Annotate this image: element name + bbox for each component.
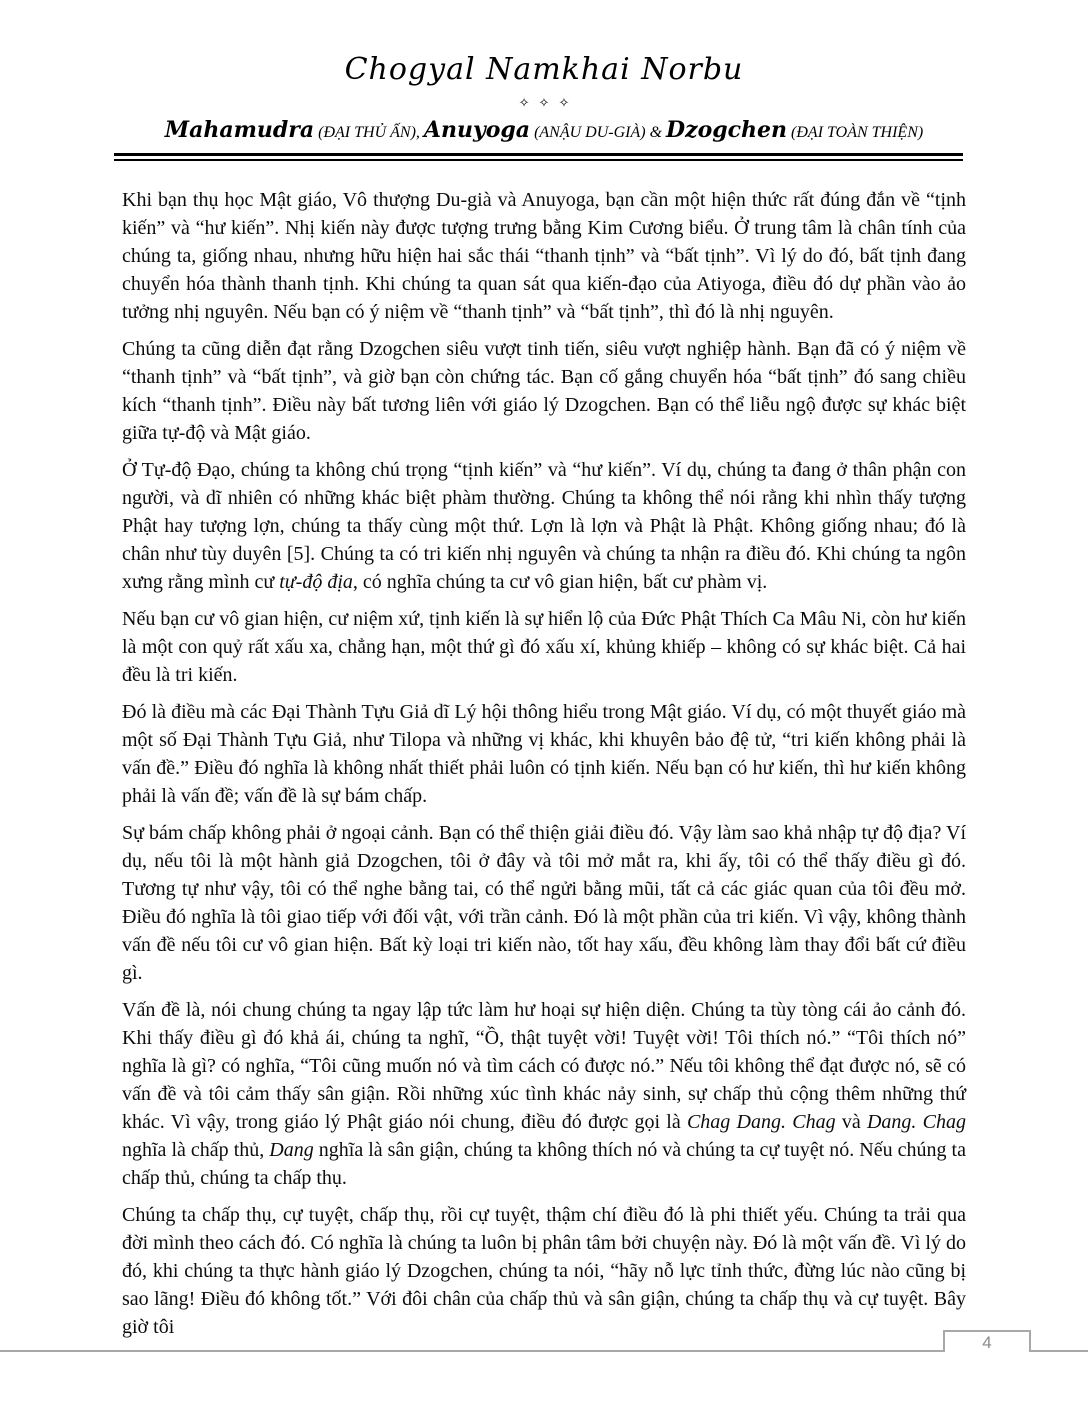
page-number: 4 bbox=[982, 1332, 992, 1352]
text-run: Chúng ta chấp thụ, cự tuyệt, chấp thụ, rồi cự tuyệt, thậm chí điều đó là phi thiết yếu. Chúng ta trải qua đời mình theo cách đó. Có nghĩa là chúng ta luôn bị phân tâm bởi chuyện này. Đó là một vấn đề. Vì lý do đó, khi chúng ta thực hành giáo lý Dzogchen, chúng ta nói, “hãy nỗ lực tỉnh thức, đừng lúc nào cũng bị sao lãng! Điều đó không tốt.” Với đôi chân của chấp thủ và sân giận, chúng ta chấp thụ và cự tuyệt. Bây giờ tôi bbox=[122, 1204, 966, 1338]
text-run: nghĩa là sân giận, chúng ta không thích nó và chúng ta cự tuyệt nó. Nếu chúng ta chấp thủ, chúng ta chấp thụ. bbox=[122, 1139, 966, 1189]
book-subtitle bbox=[122, 117, 966, 143]
footer-rule bbox=[0, 1350, 1088, 1352]
text-run: Chúng ta cũng diễn đạt rằng Dzogchen siêu vượt tinh tiến, siêu vượt nghiệp hành. Bạn đã có ý niệm về “thanh tịnh” và “bất tịnh”, và giờ bạn còn chứng tác. Bạn cố gắng chuyển hóa “bất tịnh” đó sang chiều kích “thanh tịnh”. Điều này bất tương liên với giáo lý Dzogchen. Bạn có thể liễu ngộ được sự khác biệt giữa tự-độ và Mật giáo. bbox=[122, 338, 966, 444]
paragraph bbox=[122, 698, 966, 810]
subtitle-term: Anuyoga bbox=[423, 117, 531, 143]
paragraph bbox=[122, 605, 966, 689]
text-run: Đó là điều mà các Đại Thành Tựu Giả dĩ Lý hội thông hiểu trong Mật giáo. Ví dụ, có một thuyết giáo mà một số Đại Thành Tựu Giả, như Tilopa và những vị khác, khi khuyên bảo đệ tử, “tri kiến không phải là vấn đề.” Điều đó nghĩa là không nhất thiết phải luôn có tịnh kiến. Nếu bạn có hư kiến, thì hư kiến không phải là vấn đề; vấn đề là sự bám chấp. bbox=[122, 701, 966, 807]
header-double-rule bbox=[114, 153, 963, 161]
text-run: Sự bám chấp không phải ở ngoại cảnh. Bạn có thể thiện giải điều đó. Vậy làm sao khả nhập tự độ địa? Ví dụ, nếu tôi là một hành giả Dzogchen, tôi ở đây và tôi mở mắt ra, khi ấy, tôi có thể thấy điều gì đó. Tương tự như vậy, tôi có thể nghe bằng tai, có thể ngửi bằng mũi, tất cả các giác quan của tôi đều mở. Điều đó nghĩa là tôi giao tiếp với đối vật, với trần cảnh. Đó là một phần của tri kiến. Vì vậy, không thành vấn đề nếu tôi cư vô gian hiện. Bất kỳ loại tri kiến nào, tốt hay xấu, đều không làm thay đổi bất cứ điều gì. bbox=[122, 822, 966, 984]
ornament-diamonds-icon: ✧✧✧ bbox=[518, 95, 579, 110]
text-run: và bbox=[835, 1111, 867, 1133]
subtitle-term: Dzogchen bbox=[666, 117, 788, 143]
text-run: Dang. Chag bbox=[866, 1111, 966, 1133]
paragraph bbox=[122, 456, 966, 596]
text-run: Dang bbox=[269, 1139, 314, 1161]
text-run: , có nghĩa chúng ta cư vô gian hiện, bất cư phàm vị. bbox=[352, 571, 768, 593]
text-run: Nếu bạn cư vô gian hiện, cư niệm xứ, tịnh kiến là sự hiển lộ của Đức Phật Thích Ca Mâu Ni, còn hư kiến là một con quỷ rất xấu xa, chẳng hạn, một thứ gì đó xấu xí, khủng khiếp – không có sự khác biệt. Cả hai đều là tri kiến. bbox=[122, 608, 966, 686]
paragraph bbox=[122, 819, 966, 987]
subtitle-term: Mahamudra bbox=[164, 117, 315, 143]
body-text bbox=[122, 186, 966, 1341]
page-header bbox=[122, 0, 966, 161]
text-run: Chag Dang. Chag bbox=[686, 1111, 836, 1133]
text-run: Vấn đề là, nói chung chúng ta ngay lập tức làm hư hoại sự hiện diện. Chúng ta tùy tòng cái ảo cảnh đó. Khi thấy điều gì đó khả ái, chúng ta nghĩ, “Ồ, thật tuyệt vời! Tuyệt vời! Tôi thích nó.” “Tôi thích nó” nghĩa là gì? có nghĩa, “Tôi cũng muốn nó và tìm cách có được nó.” Nếu tôi không thể đạt được nó, sẽ có vấn đề và tôi cảm thấy sân giận. Rồi những xúc tình khác nảy sinh, sự chấp thủ cộng thêm những thứ khác. Vì vậy, trong giáo lý Phật giáo nói chung, điều đó được gọi là bbox=[122, 999, 966, 1133]
text-run: Khi bạn thụ học Mật giáo, Vô thượng Du-già và Anuyoga, bạn cần một hiện thức rất đúng đắn về “tịnh kiến” và “hư kiến”. Nhị kiến này được tượng trưng bằng Kim Cương biểu. Ở trung tâm là chân tính của chúng ta, giống nhau, nhưng hữu hiện hai sắc thái “thanh tịnh” và “bất tịnh”. Vì lý do đó, bất tịnh đang chuyển hóa thành thanh tịnh. Khi chúng ta quan sát qua kiến-đạo của Atiyoga, điều đó dự phần vào ảo tưởng nhị nguyên. Nếu bạn có ý niệm về “thanh tịnh” và “bất tịnh”, thì đó là nhị nguyên. bbox=[122, 189, 966, 323]
author-title: Chogyal Namkhai Norbu bbox=[344, 52, 744, 87]
subtitle-translation: (ĐẠI THỦ ẤN), bbox=[314, 124, 424, 141]
paragraph bbox=[122, 996, 966, 1192]
text-run: Ở Tự-độ Đạo, chúng ta không chú trọng “tịnh kiến” và “hư kiến”. Ví dụ, chúng ta đang ở thân phận con người, và dĩ nhiên có những khác biệt phàm thường. Chúng ta không thể nói rằng khi nhìn thấy tượng Phật hay tượng lợn, chúng ta thấy cùng một thứ. Lợn là lợn và Phật là Phật. Không giống nhau; đó là chân như tùy duyên [5]. Chúng ta có tri kiến nhị nguyên và chúng ta nhận ra điều đó. Khi chúng ta ngôn xưng rằng mình cư bbox=[122, 459, 966, 593]
page-number-tab bbox=[943, 1330, 1031, 1352]
text-run: tự-độ địa bbox=[279, 571, 353, 593]
paragraph bbox=[122, 335, 966, 447]
subtitle-translation: (ANẬU DU-GIÀ) & bbox=[530, 124, 667, 141]
subtitle-translation: (ĐẠI TOÀN THIỆN) bbox=[787, 124, 924, 141]
text-run: nghĩa là chấp thủ, bbox=[122, 1139, 270, 1161]
paragraph bbox=[122, 186, 966, 326]
paragraph bbox=[122, 1201, 966, 1341]
